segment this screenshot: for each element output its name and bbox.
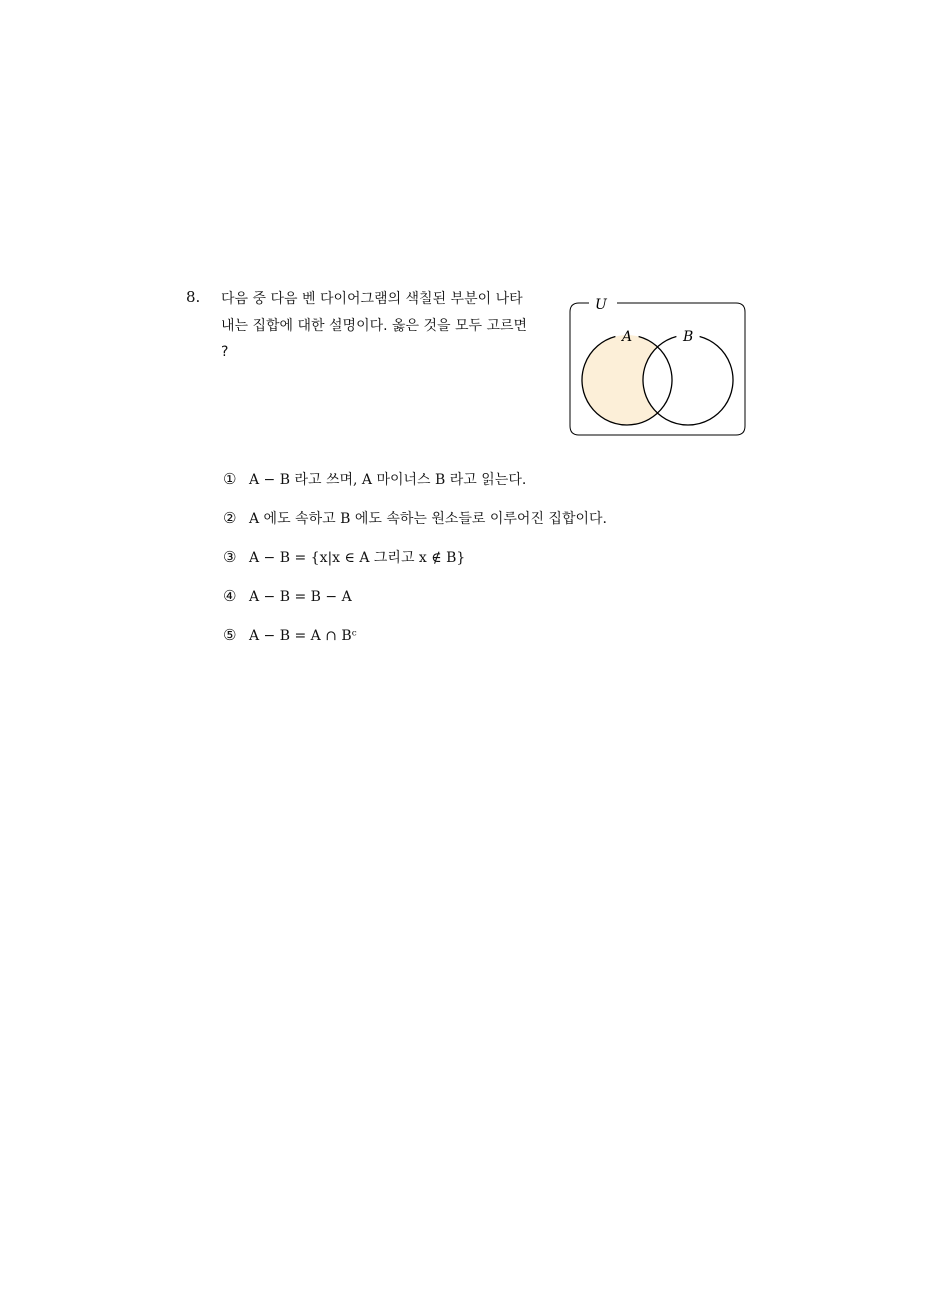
choice-5-text: A − B = A ∩ Bᶜ (249, 628, 357, 644)
choice-3[interactable] (223, 546, 823, 585)
choice-1[interactable] (223, 468, 823, 507)
choice-2[interactable] (223, 507, 823, 546)
choice-1-text: A − B 라고 쓰며, A 마이너스 B 라고 읽는다. (249, 472, 527, 488)
choice-2-text: A 에도 속하고 B 에도 속하는 원소들로 이루어진 집합이다. (249, 511, 607, 527)
choice-3-marker: ③ (223, 548, 237, 566)
universe-label: U (595, 297, 607, 313)
set-b-label: B (683, 329, 694, 345)
question-text: 다음 중 다음 벤 다이어그램의 색칠된 부분이 나타 내는 집합에 대한 설명이다. 옳은 것을 모두 고르면 ? (221, 291, 528, 360)
choice-3-text: A − B = {x|x ∈ A 그리고 x ∉ B} (249, 550, 466, 566)
choice-1-marker: ① (223, 470, 237, 488)
choice-2-marker: ② (223, 509, 237, 527)
question-number: 8. (186, 288, 201, 306)
choice-5[interactable] (223, 624, 823, 663)
answer-choices (223, 468, 823, 663)
choice-4-marker: ④ (223, 587, 237, 605)
choice-4-text: A − B = B − A (249, 589, 352, 605)
venn-diagram (567, 290, 749, 440)
choice-4[interactable] (223, 585, 823, 624)
set-a-label: A (622, 329, 633, 345)
choice-5-marker: ⑤ (223, 626, 237, 644)
